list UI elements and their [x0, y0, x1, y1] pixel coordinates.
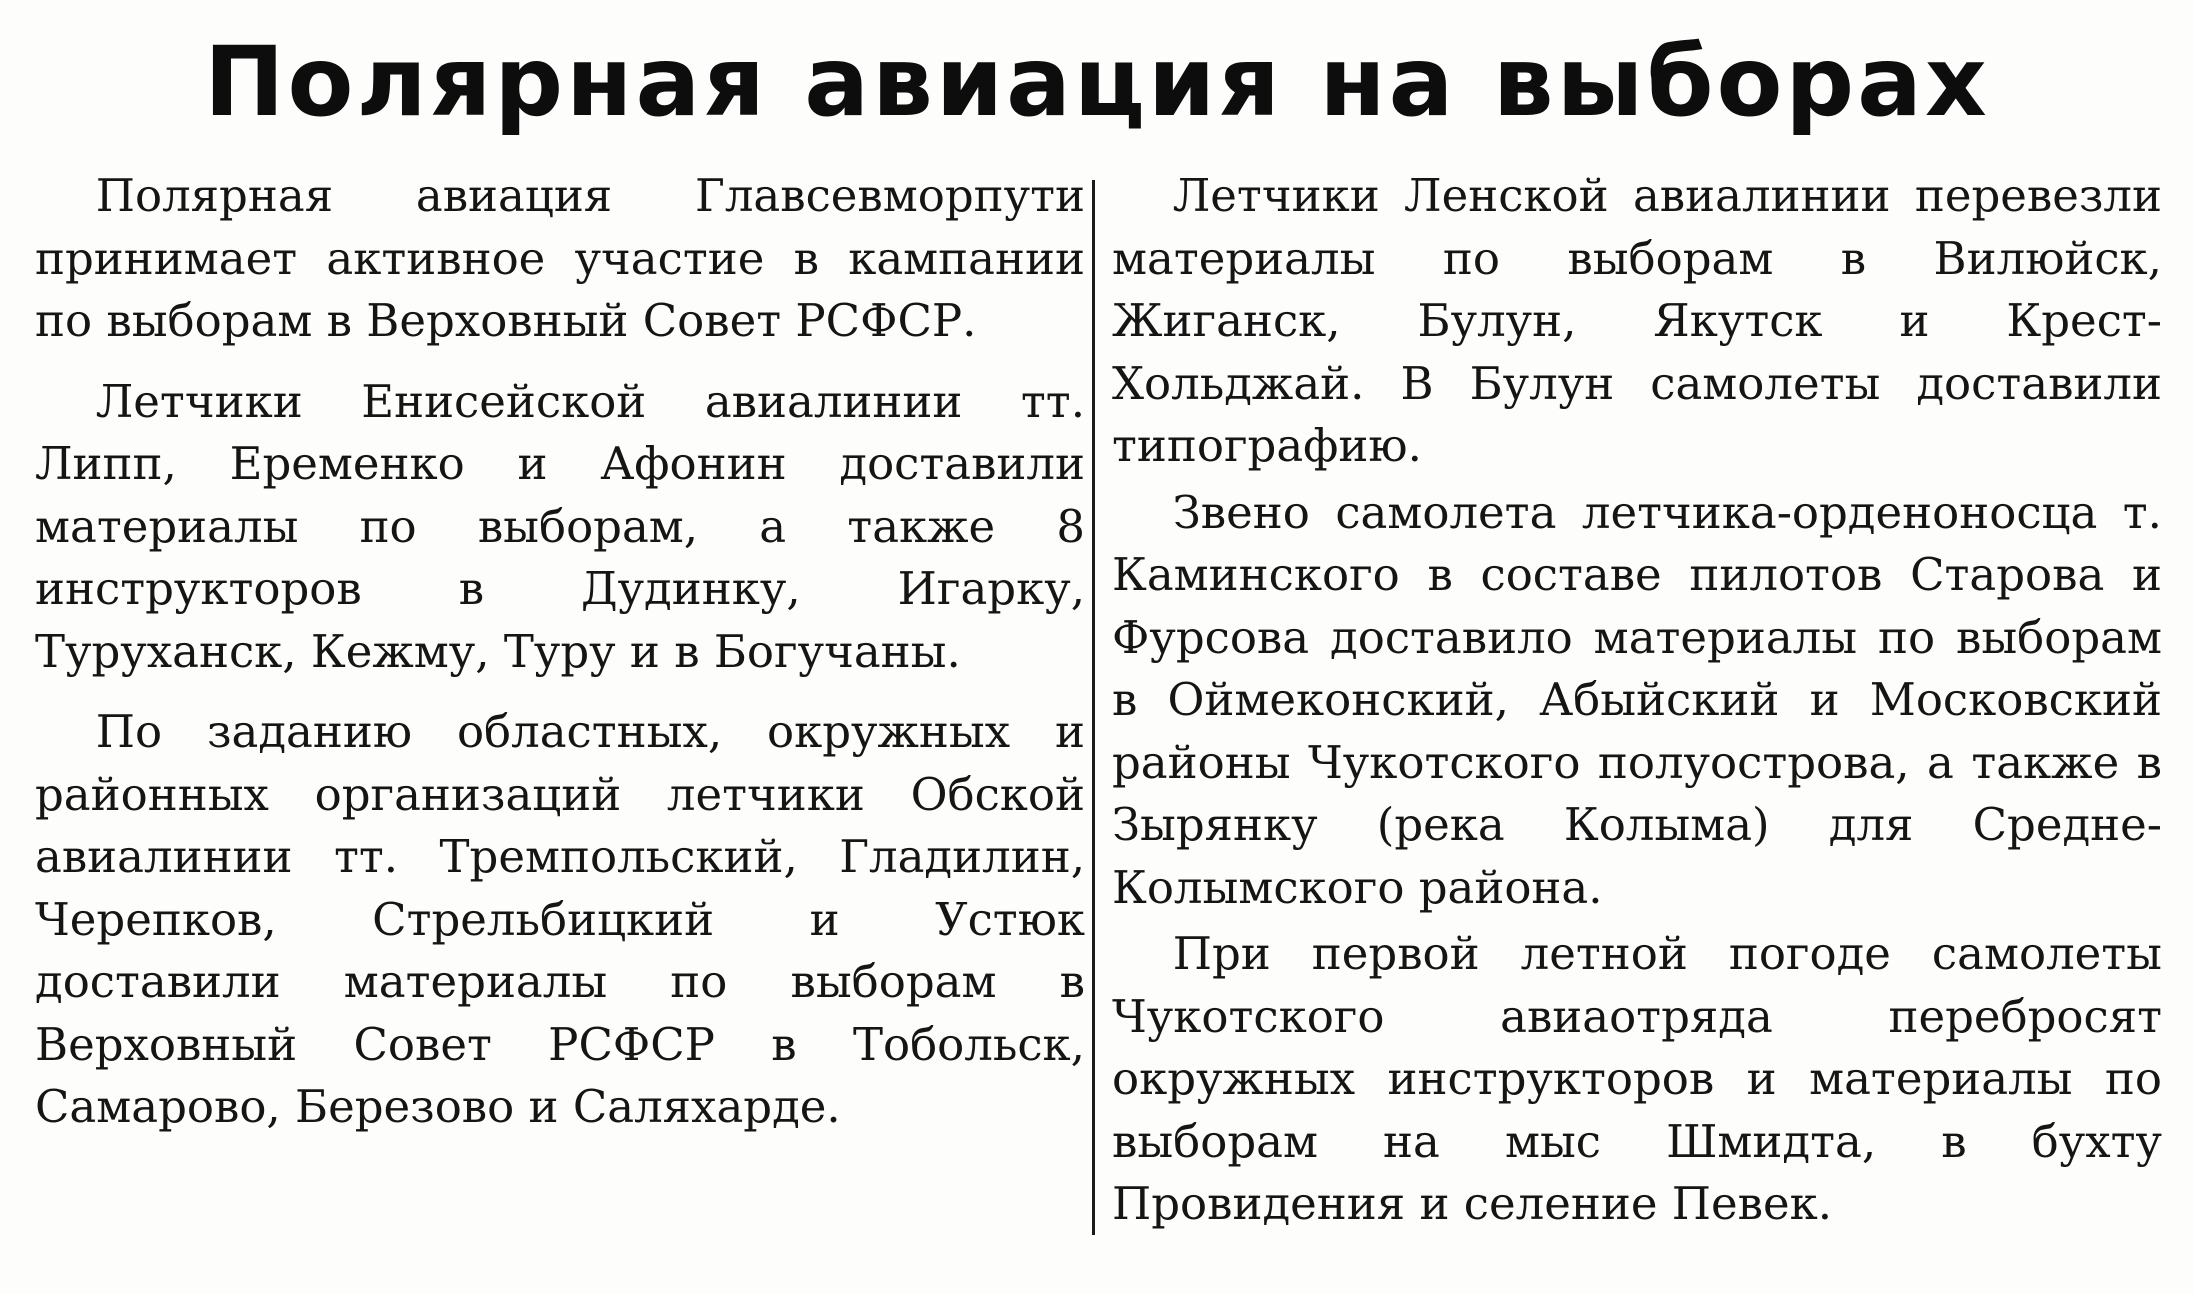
article-headline: Полярная авиация на выборах — [204, 26, 1990, 138]
right-paragraph-2: Звено самолета летчика-орденоносца т. Каминского в составе пилотов Старова и Фурсова доставило материалы по выборам в Оймеконский, Абыйский и Московский районы Чукотского полуострова, а также в Зырянку (река Колыма) для Средне-Колымского района. — [1112, 485, 2162, 914]
column-divider — [1092, 180, 1095, 1235]
right-paragraph-3: При первой летной погоде самолеты Чукотского авиаотряда перебросят окружных инструкторов и материалы по выборам на мыс Шмидта, в бухту Провидения и селение Певек. — [1112, 927, 2162, 1230]
left-paragraph-2: Летчики Енисейской авиалинии тт. Липп, Еременко и Афонин доставили материалы по выборам, а также 8 инструкторов в Дудинку, Игарку, Туруханск, Кежму, Туру и в Богучаны. — [35, 374, 1085, 678]
right-paragraph-1: Летчики Ленской авиалинии перевезли материалы по выборам в Вилюйск, Жиганск, Булун, Якутск и Крест-Хольджай. В Булун самолеты доставили типографию. — [1112, 169, 2162, 472]
right-column — [1112, 165, 2162, 1236]
left-column — [35, 165, 1085, 1139]
left-paragraph-1: Полярная авиация Главсевморпути принимает активное участие в кампании по выборам в Верховный Совет РСФСР. — [35, 169, 1085, 347]
left-paragraph-3: По заданию областных, окружных и районных организаций летчики Обской авиалинии тт. Тремпольский, Гладилин, Черепков, Стрельбицкий и Устюк доставили материалы по выборам в Верховный Совет РСФСР в Тобольск, Самарово, Березово и Саляхарде. — [35, 705, 1085, 1133]
